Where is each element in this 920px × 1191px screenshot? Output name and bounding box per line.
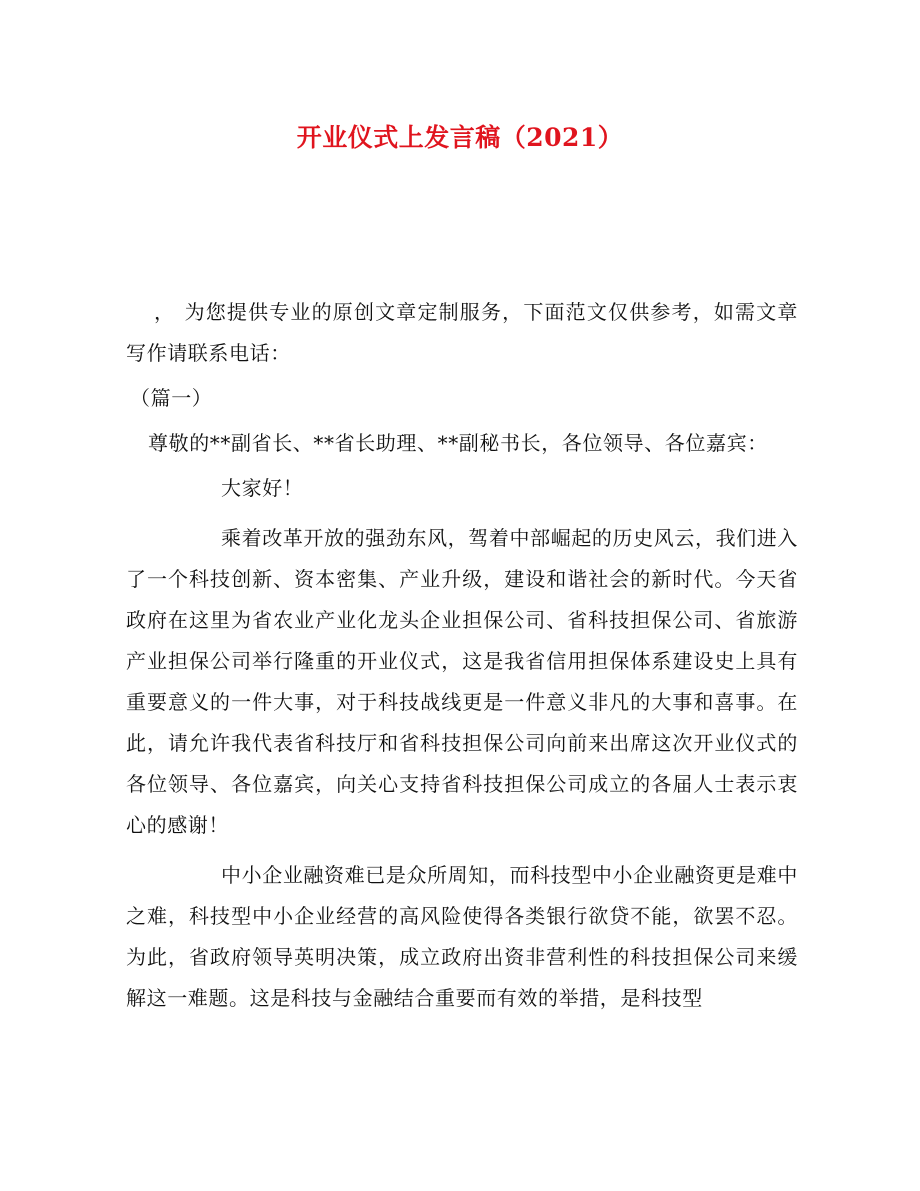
salutation: 尊敬的**副省长、**省长助理、**副秘书长，各位领导、各位嘉宾： xyxy=(148,431,768,455)
document-title: 开业仪式上发言稿（2021） xyxy=(296,123,624,152)
greeting: 大家好！ xyxy=(221,476,304,500)
intro-text: 为您提供专业的原创文章定制服务，下面范文仅供参考，如需文章写作请联系电话： xyxy=(126,300,798,365)
document-body xyxy=(126,292,798,1028)
intro-paragraph xyxy=(126,292,798,374)
body-paragraph: 乘着改革开放的强劲东风，驾着中部崛起的历史风云，我们进入了一个科技创新、资本密集、产业升级，建设和谐社会的新时代。今天省政府在这里为省农业产业化龙头企业担保公司、省科技担保公司、省旅游产业担保公司举行隆重的开业仪式，这是我省信用担保体系建设史上具有重要意义的一件大事，对于科技战线更是一件意义非凡的大事和喜事。在此，请允许我代表省科技厅和省科技担保公司向前来出席这次开业仪式的各位领导、各位嘉宾，向关心支持省科技担保公司成立的各届人士表示衷心的感谢！ xyxy=(126,526,798,837)
section-label: （篇一） xyxy=(130,386,213,410)
intro-comma: ， xyxy=(154,300,175,324)
body-paragraph: 中小企业融资难已是众所周知，而科技型中小企业融资更是难中之难，科技型中小企业经营的高风险使得各类银行欲贷不能，欲罢不忍。为此，省政府领导英明决策，成立政府出资非营利性的科技担保公司来缓解这一难题。这是科技与金融结合重要而有效的举措，是科技型 xyxy=(126,863,798,1010)
